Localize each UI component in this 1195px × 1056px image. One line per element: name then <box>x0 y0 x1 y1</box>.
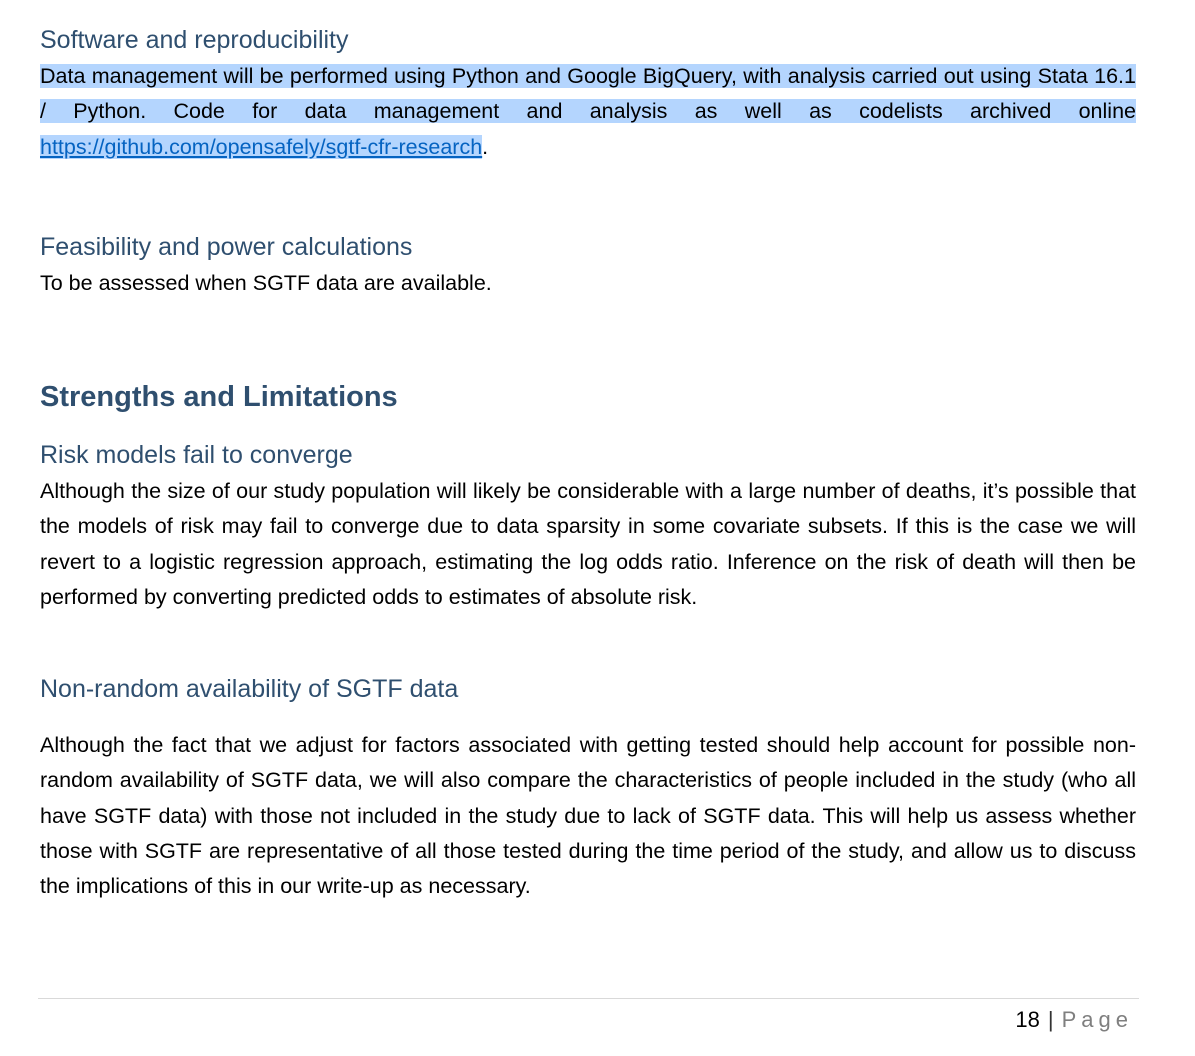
heading-non-random-availability: Non-random availability of SGTF data <box>40 675 459 703</box>
heading-feasibility-power: Feasibility and power calculations <box>40 233 413 261</box>
paragraph-feasibility: To be assessed when SGTF data are available. <box>40 271 492 295</box>
github-link[interactable]: https://github.com/opensafely/sgtf-cfr-research <box>40 134 483 159</box>
footer-separator: | <box>1047 1007 1054 1032</box>
page-label: Page <box>1061 1007 1133 1032</box>
heading-risk-models: Risk models fail to converge <box>40 441 353 469</box>
paragraph-risk-models: Although the size of our study population will likely be considerable with a large number of deaths, it’s possible that the models of risk may fail to converge due to data sparsity in some covariate subsets. If this is the case we will revert to a logistic regression approach, estimating the log odds ratio. Inference on the risk of death will then be performed by converting predicted odds to estimates of absolute risk. <box>40 479 1136 609</box>
paragraph-non-random-availability: Although the fact that we adjust for factors associated with getting tested should help account for possible non-random availability of SGTF data, we will also compare the characteristics of people included in the study (who all have SGTF data) with those not included in the study due to lack of SGTF data. This will help us assess whether those with SGTF are representative of all those tested during the time period of the study, and allow us to discuss the implications of this in our write-up as necessary. <box>40 733 1136 899</box>
paragraph-software-reproducibility <box>40 59 1136 165</box>
page-footer <box>1015 1004 1133 1036</box>
footer-divider <box>38 998 1139 999</box>
page-number: 18 <box>1015 1007 1040 1032</box>
heading-software-reproducibility: Software and reproducibility <box>40 26 349 54</box>
heading-strengths-limitations: Strengths and Limitations <box>40 381 398 413</box>
software-text: Data management will be performed using Python and Google BigQuery, with analysis carried out using Stata 16.1 / Python. Code for data management and analysis as well as codelists archived online <box>40 64 1136 124</box>
software-text-end: . <box>482 134 489 159</box>
